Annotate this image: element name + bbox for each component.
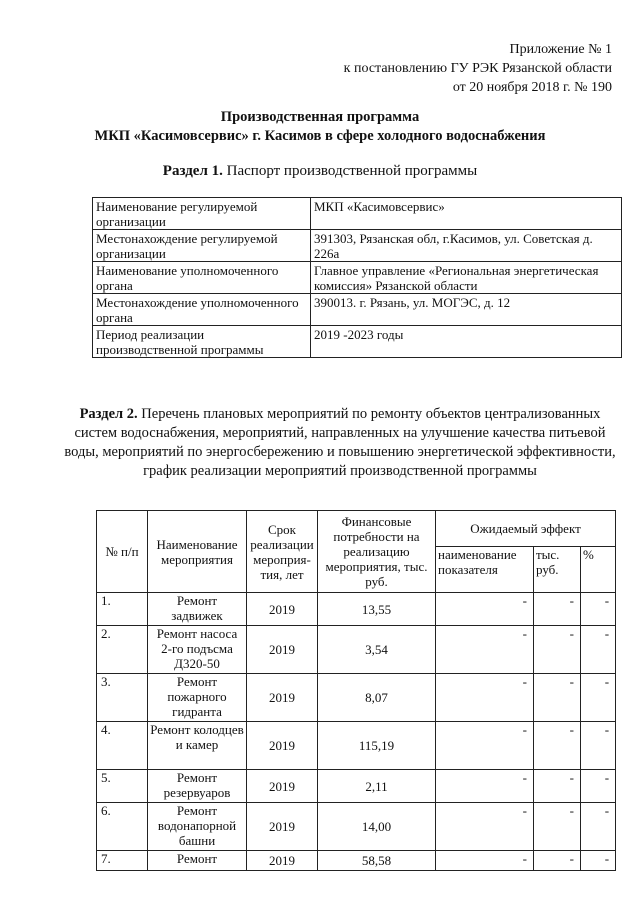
row-year: 2019 [247,593,318,626]
passport-value: 391303, Рязанская обл, г.Касимов, ул. Советская д. 226а [311,230,622,262]
table-row [97,674,616,722]
header-indicator: наименование показателя [436,547,534,593]
passport-key: Наименование регулируемой организации [93,198,311,230]
table-row [97,593,616,626]
row-rub: - [534,722,581,770]
row-num: 5. [97,770,148,803]
title-line-2: МКП «Касимовсервис» г. Касимов в сфере холодного водоснабжения [94,128,546,144]
table-row [93,326,622,358]
row-amount: 115,19 [318,722,436,770]
row-name: Ремонт пожарного гидранта [148,674,247,722]
row-name: Ремонт колодцев и камер [148,722,247,770]
section-2-text: Перечень плановых мероприятий по ремонту объектов централизованных систем водоснабжения, мероприятий, направленных на улучшение качества питьевой воды, мероприятий по энергосбережению и повышению энергетической эффективности, график реализации мероприятий производственной программы [64,406,616,479]
header-num: № п/п [97,511,148,593]
row-year: 2019 [247,851,318,871]
row-name: Ремонт резервуаров [148,770,247,803]
row-amount: 13,55 [318,593,436,626]
row-num: 1. [97,593,148,626]
row-year: 2019 [247,722,318,770]
section-2-label: Раздел 2. [79,406,138,422]
table-row [93,262,622,294]
row-rub: - [534,626,581,674]
row-year: 2019 [247,803,318,851]
table-row [97,722,616,770]
row-indicator: - [436,770,534,803]
row-rub: - [534,674,581,722]
row-pct: - [581,674,616,722]
row-pct: - [581,593,616,626]
row-indicator: - [436,674,534,722]
row-indicator: - [436,722,534,770]
row-indicator: - [436,803,534,851]
header-finance: Финансовые потребности на реализацию мероприятия, тыс. руб. [318,511,436,593]
table-row [97,851,616,871]
passport-value: Главное управление «Региональная энергетическая комиссия» Рязанской области [311,262,622,294]
header-term: Срок реализации мероприя-тия, лет [247,511,318,593]
passport-value: МКП «Касимовсервис» [311,198,622,230]
row-pct: - [581,626,616,674]
row-amount: 8,07 [318,674,436,722]
row-amount: 14,00 [318,803,436,851]
row-amount: 2,11 [318,770,436,803]
row-year: 2019 [247,626,318,674]
row-rub: - [534,770,581,803]
section-2-heading [60,405,620,481]
passport-key: Местонахождение уполномоченного органа [93,294,311,326]
header-name: Наименование мероприятия [148,511,247,593]
row-indicator: - [436,626,534,674]
document-title [0,108,640,146]
header-effect: Ожидаемый эффект [436,511,616,547]
row-pct: - [581,803,616,851]
row-num: 3. [97,674,148,722]
table-row [97,803,616,851]
appendix-header [344,40,612,97]
row-indicator: - [436,593,534,626]
passport-table [92,197,622,358]
row-indicator: - [436,851,534,871]
row-num: 4. [97,722,148,770]
row-pct: - [581,722,616,770]
section-1-heading [0,163,640,180]
row-name: Ремонт [148,851,247,871]
row-rub: - [534,851,581,871]
row-rub: - [534,593,581,626]
header-pct: % [581,547,616,593]
passport-key: Период реализации производственной программы [93,326,311,358]
row-num: 6. [97,803,148,851]
header-rub: тыс. руб. [534,547,581,593]
passport-value: 2019 -2023 годы [311,326,622,358]
appendix-line-2: к постановлению ГУ РЭК Рязанской области [343,61,612,76]
row-year: 2019 [247,674,318,722]
title-line-1: Производственная программа [220,109,420,125]
row-num: 2. [97,626,148,674]
table-row [93,230,622,262]
row-pct: - [581,851,616,871]
section-1-text: Паспорт производственной программы [226,163,478,179]
passport-key: Местонахождение регулируемой организации [93,230,311,262]
appendix-line-1: Приложение № 1 [509,42,612,57]
row-pct: - [581,770,616,803]
row-name: Ремонт задвижек [148,593,247,626]
row-name: Ремонт водонапорной башни [148,803,247,851]
passport-key: Наименование уполномоченного органа [93,262,311,294]
table-row [93,294,622,326]
appendix-line-3: от 20 ноября 2018 г. № 190 [452,80,612,95]
row-amount: 58,58 [318,851,436,871]
measures-table [96,510,616,871]
row-num: 7. [97,851,148,871]
table-row [93,198,622,230]
row-amount: 3,54 [318,626,436,674]
table-row [97,770,616,803]
passport-value: 390013. г. Рязань, ул. МОГЭС, д. 12 [311,294,622,326]
section-1-label: Раздел 1. [162,163,223,179]
row-rub: - [534,803,581,851]
row-name: Ремонт насоса 2-го подъсма Д320-50 [148,626,247,674]
row-year: 2019 [247,770,318,803]
table-row [97,626,616,674]
